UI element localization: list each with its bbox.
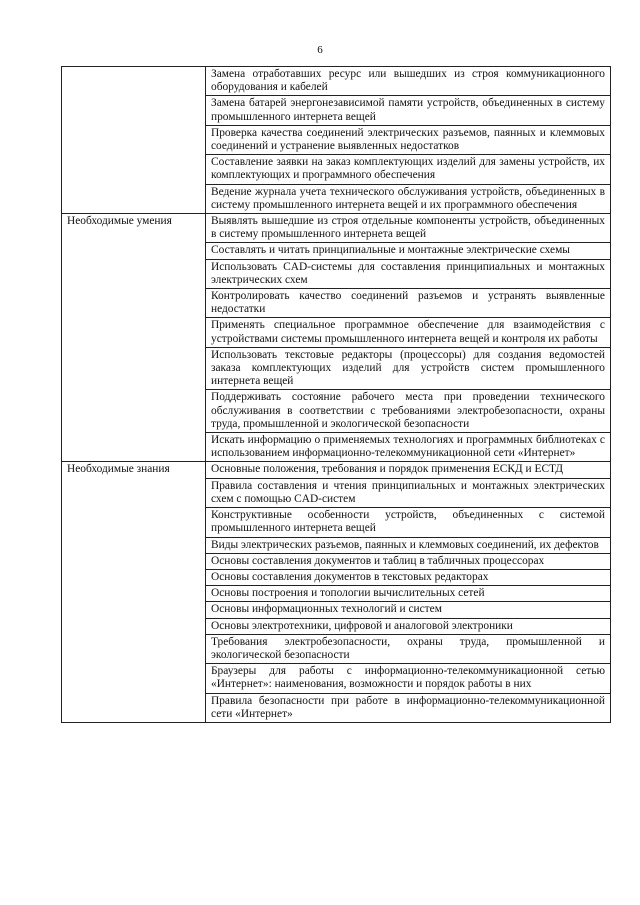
table-row [62, 214, 611, 243]
requirement-item: Проверка качества соединений электрических разъемов, паянных и клеммовых соединений и устранение выявленных недостатков [206, 125, 611, 154]
requirement-item: Замена отработавших ресурс или вышедших из строя коммуникационного оборудования и кабелей [206, 67, 611, 96]
table-row [62, 67, 611, 96]
requirement-item: Поддерживать состояние рабочего места при проведении технического обслуживания в соответствии с требованиями электробезопасности, охраны труда, промышленной и экологической безопасности [206, 390, 611, 433]
requirement-item: Основные положения, требования и порядок применения ЕСКД и ЕСТД [206, 462, 611, 478]
requirement-item: Основы построения и топологии вычислительных сетей [206, 586, 611, 602]
requirement-item: Браузеры для работы с информационно-телекоммуникационной сетью «Интернет»: наименования, возможности и порядок работы в них [206, 664, 611, 693]
requirement-item: Замена батарей энергонезависимой памяти устройств, объединенных в систему промышленного интернета вещей [206, 96, 611, 125]
requirement-item: Применять специальное программное обеспечение для взаимодействия с устройствами системы промышленного интернета вещей и контроля их работы [206, 318, 611, 347]
requirement-item: Конструктивные особенности устройств, объединенных с системой промышленного интернета вещей [206, 508, 611, 537]
requirement-item: Правила составления и чтения принципиальных и монтажных электрических схем с помощью CAD-систем [206, 478, 611, 507]
requirement-item: Использовать CAD-системы для составления принципиальных и монтажных электрических схем [206, 259, 611, 288]
page-number: 6 [317, 44, 323, 56]
table-row [62, 462, 611, 478]
requirement-item: Виды электрических разъемов, паянных и клеммовых соединений, их дефектов [206, 537, 611, 553]
requirement-item: Использовать текстовые редакторы (процессоры) для создания ведомостей заказа комплектующих изделий для устройств систем промышленного интернета вещей [206, 347, 611, 390]
requirements-table [61, 66, 611, 723]
requirement-item: Составление заявки на заказ комплектующих изделий для замены устройств, их комплектующих и программного обеспечения [206, 155, 611, 184]
requirement-item: Правила безопасности при работе в информационно-телекоммуникационной сети «Интернет» [206, 693, 611, 722]
requirement-item: Основы электротехники, цифровой и аналоговой электроники [206, 618, 611, 634]
requirement-item: Основы составления документов в текстовых редакторах [206, 569, 611, 585]
requirement-item: Выявлять вышедшие из строя отдельные компоненты устройств, объединенных в систему промышленного интернета вещей [206, 214, 611, 243]
requirement-item: Составлять и читать принципиальные и монтажные электрические схемы [206, 243, 611, 259]
section-label [62, 67, 206, 214]
requirements-table-body [62, 67, 611, 723]
requirement-item: Ведение журнала учета технического обслуживания устройств, объединенных в систему промышленного интернета вещей и их программного обеспечения [206, 184, 611, 213]
requirement-item: Основы информационных технологий и систем [206, 602, 611, 618]
requirement-item: Искать информацию о применяемых технологиях и программных библиотеках с использованием информационно-телекоммуникационной сети «Интернет» [206, 433, 611, 462]
section-label: Необходимые умения [62, 214, 206, 462]
section-label: Необходимые знания [62, 462, 206, 722]
requirement-item: Контролировать качество соединений разъемов и устранять выявленные недостатки [206, 289, 611, 318]
requirement-item: Требования электробезопасности, охраны труда, промышленной и экологической безопасности [206, 634, 611, 663]
requirement-item: Основы составления документов и таблиц в табличных процессорах [206, 553, 611, 569]
